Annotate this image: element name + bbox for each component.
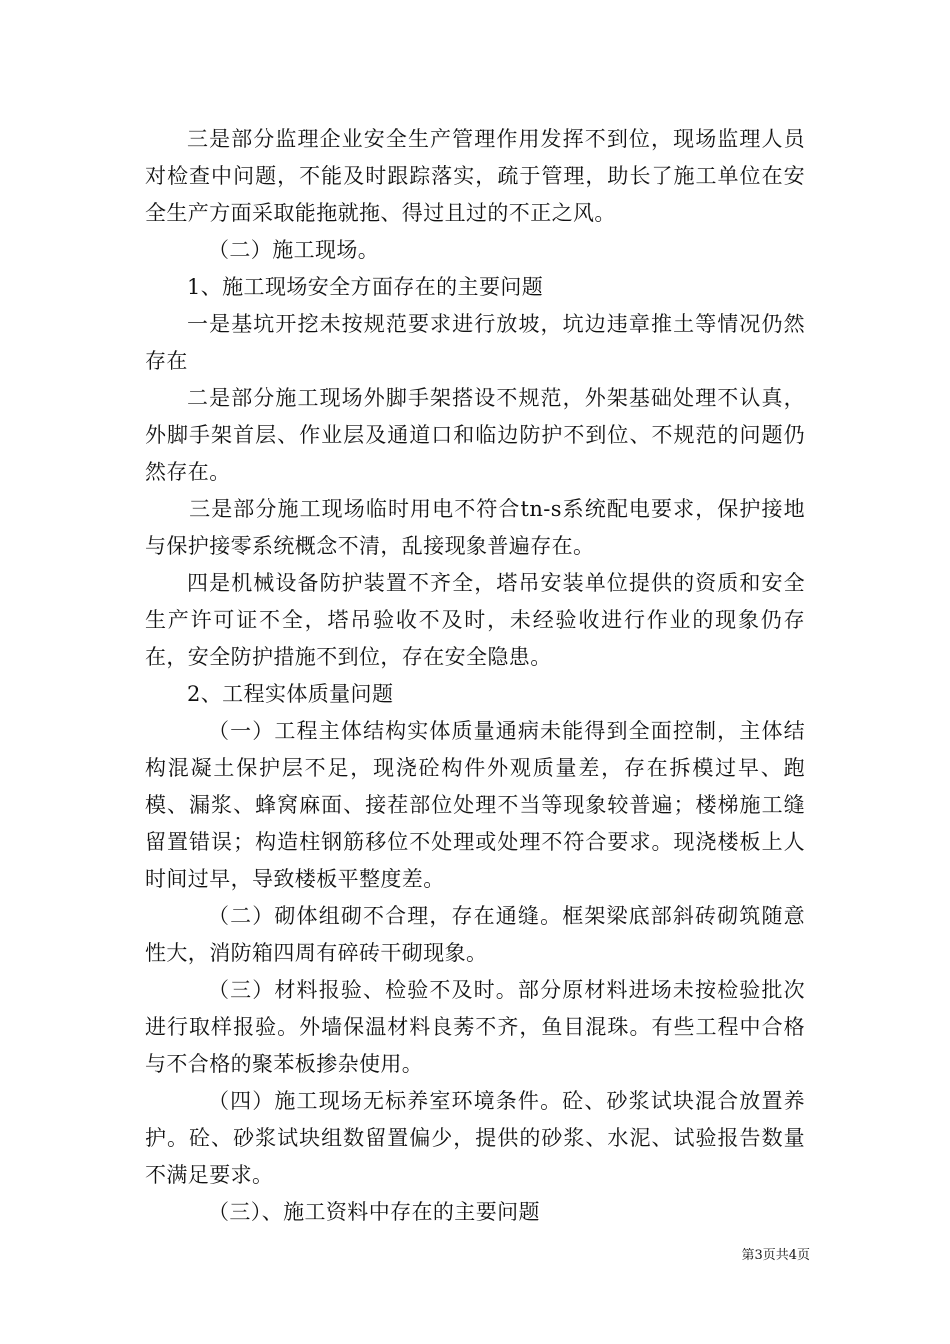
paragraph-main-structure-quality: （一）工程主体结构实体质量通病未能得到全面控制，主体结构混凝土保护层不足，现浇砼构件外观质量差，存在拆模过早、跑模、漏浆、蜂窝麻面、接茬部位处理不当等现象较普遍；楼梯施工缝留置错误；构造柱钢筋移位不处理或处理不符合要求。现浇楼板上人时间过早，导致楼板平整度差。 — [145, 719, 805, 891]
page-number-footer: 第3页共4页 — [741, 1248, 810, 1263]
subheading-quality-issues: 2、工程实体质量问题 — [187, 682, 394, 706]
document-body — [145, 121, 805, 1231]
paragraph-mechanical-equipment: 四是机械设备防护装置不齐全，塔吊安装单位提供的资质和安全生产许可证不全，塔吊验收不及时，未经验收进行作业的现象仍存在，安全防护措施不到位，存在安全隐患。 — [145, 571, 805, 669]
section-heading-construction-site: （二）施工现场。 — [208, 238, 380, 262]
section-heading-construction-documents: （三）、施工资料中存在的主要问题 — [208, 1200, 540, 1224]
paragraph-scaffolding: 二是部分施工现场外脚手架搭设不规范，外架基础处理不认真，外脚手架首层、作业层及通道口和临边防护不到位、不规范的问题仍然存在。 — [145, 386, 805, 484]
paragraph-foundation-pit: 一是基坑开挖未按规范要求进行放坡，坑边违章推土等情况仍然存在 — [145, 312, 805, 373]
paragraph-material-inspection: （三）材料报验、检验不及时。部分原材料进场未按检验批次进行取样报验。外墙保温材料良莠不齐，鱼目混珠。有些工程中合格与不合格的聚苯板掺杂使用。 — [145, 978, 805, 1076]
paragraph-curing-room: （四）施工现场无标养室环境条件。砼、砂浆试块混合放置养护。砼、砂浆试块组数留置偏少，提供的砂浆、水泥、试验报告数量不满足要求。 — [145, 1089, 805, 1187]
paragraph-supervision-issue: 三是部分监理企业安全生产管理作用发挥不到位，现场监理人员对检查中问题，不能及时跟踪落实，疏于管理，助长了施工单位在安全生产方面采取能拖就拖、得过且过的不正之风。 — [145, 127, 805, 225]
paragraph-masonry: （二）砌体组砌不合理，存在通缝。框架梁底部斜砖砌筑随意性大，消防箱四周有碎砖干砌现象。 — [145, 904, 805, 965]
paragraph-temporary-electricity: 三是部分施工现场临时用电不符合tn-s系统配电要求，保护接地与保护接零系统概念不清，乱接现象普遍存在。 — [145, 497, 805, 558]
subheading-site-safety-issues: 1、施工现场安全方面存在的主要问题 — [187, 275, 544, 299]
